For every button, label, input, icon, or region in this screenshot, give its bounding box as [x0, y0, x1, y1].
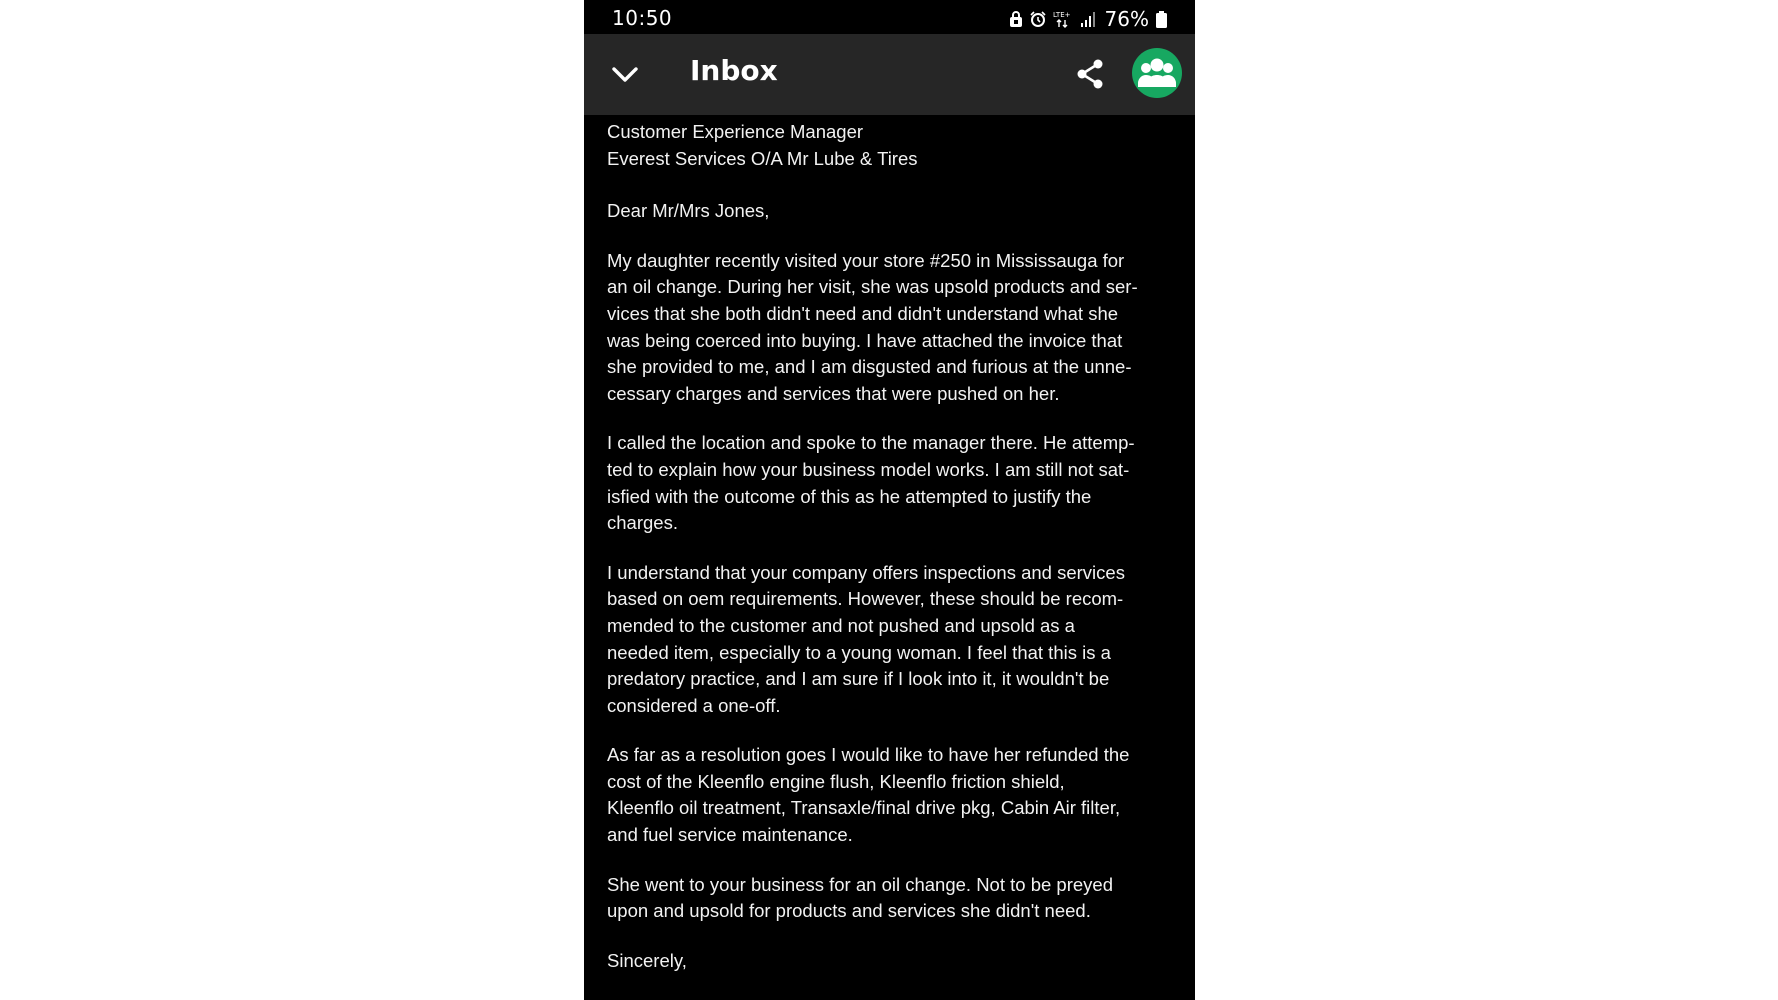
share-button[interactable]	[1072, 56, 1108, 92]
status-time: 10:50	[612, 6, 673, 30]
paragraph-3: I understand that your company offers inspections and services based on oem requirements. However, these should be recom- mended to the customer and not pushed and upsold as a needed item, especially to a young woman. I feel that this is a predatory practice, and I am sure if I look into it, it wouldn't be considered a one-off.	[607, 561, 1125, 716]
status-bar	[584, 0, 1195, 34]
share-icon	[1075, 58, 1105, 90]
page-title: Inbox	[690, 54, 778, 87]
status-icons	[1009, 7, 1167, 31]
recipient-title: Customer Experience Manager	[607, 121, 864, 142]
app-bar	[584, 34, 1195, 115]
email-body	[607, 119, 1167, 997]
account-avatar[interactable]	[1132, 48, 1182, 98]
chevron-down-icon	[611, 66, 639, 84]
battery-icon	[1156, 11, 1167, 28]
svg-text:LTE+: LTE+	[1052, 11, 1071, 19]
greeting: Dear Mr/Mrs Jones,	[607, 200, 770, 222]
lte-data-icon	[1053, 10, 1073, 28]
recipient-company: Everest Services O/A Mr Lube & Tires	[607, 147, 918, 169]
closing: Sincerely,	[607, 949, 687, 971]
alarm-icon	[1030, 11, 1046, 27]
paragraph-4: As far as a resolution goes I would like to have her refunded the cost of the Kleenflo engine flush, Kleenflo friction shield, Kleenflo oil treatment, Transaxle/final drive pkg, Cabin Air filter, and fuel service maintenance.	[607, 744, 1130, 846]
paragraph-5: She went to your business for an oil change. Not to be preyed upon and upsold for products and services she didn't need.	[607, 873, 1113, 922]
collapse-button[interactable]	[608, 58, 642, 92]
paragraph-2: I called the location and spoke to the manager there. He attemp- ted to explain how your business model works. I am still not sat- isfied with the outcome of this as he attempted to justify the charges.	[607, 432, 1135, 534]
phone-screen	[584, 0, 1195, 1000]
group-avatar-icon	[1132, 48, 1182, 98]
signal-icon	[1080, 11, 1096, 27]
paragraph-1: My daughter recently visited your store #250 in Mississauga for an oil change. During her visit, she was upsold products and ser- vices that she both didn't need and didn't understand what she was being coerced into buying. I have attached the invoice that she provided to me, and I am disgusted and furious at the unne- cessary charges and services that were pushed on her.	[607, 249, 1138, 404]
battery-percent: 76%	[1104, 7, 1149, 31]
lock-icon	[1009, 11, 1023, 27]
recipient-block	[607, 119, 1167, 172]
